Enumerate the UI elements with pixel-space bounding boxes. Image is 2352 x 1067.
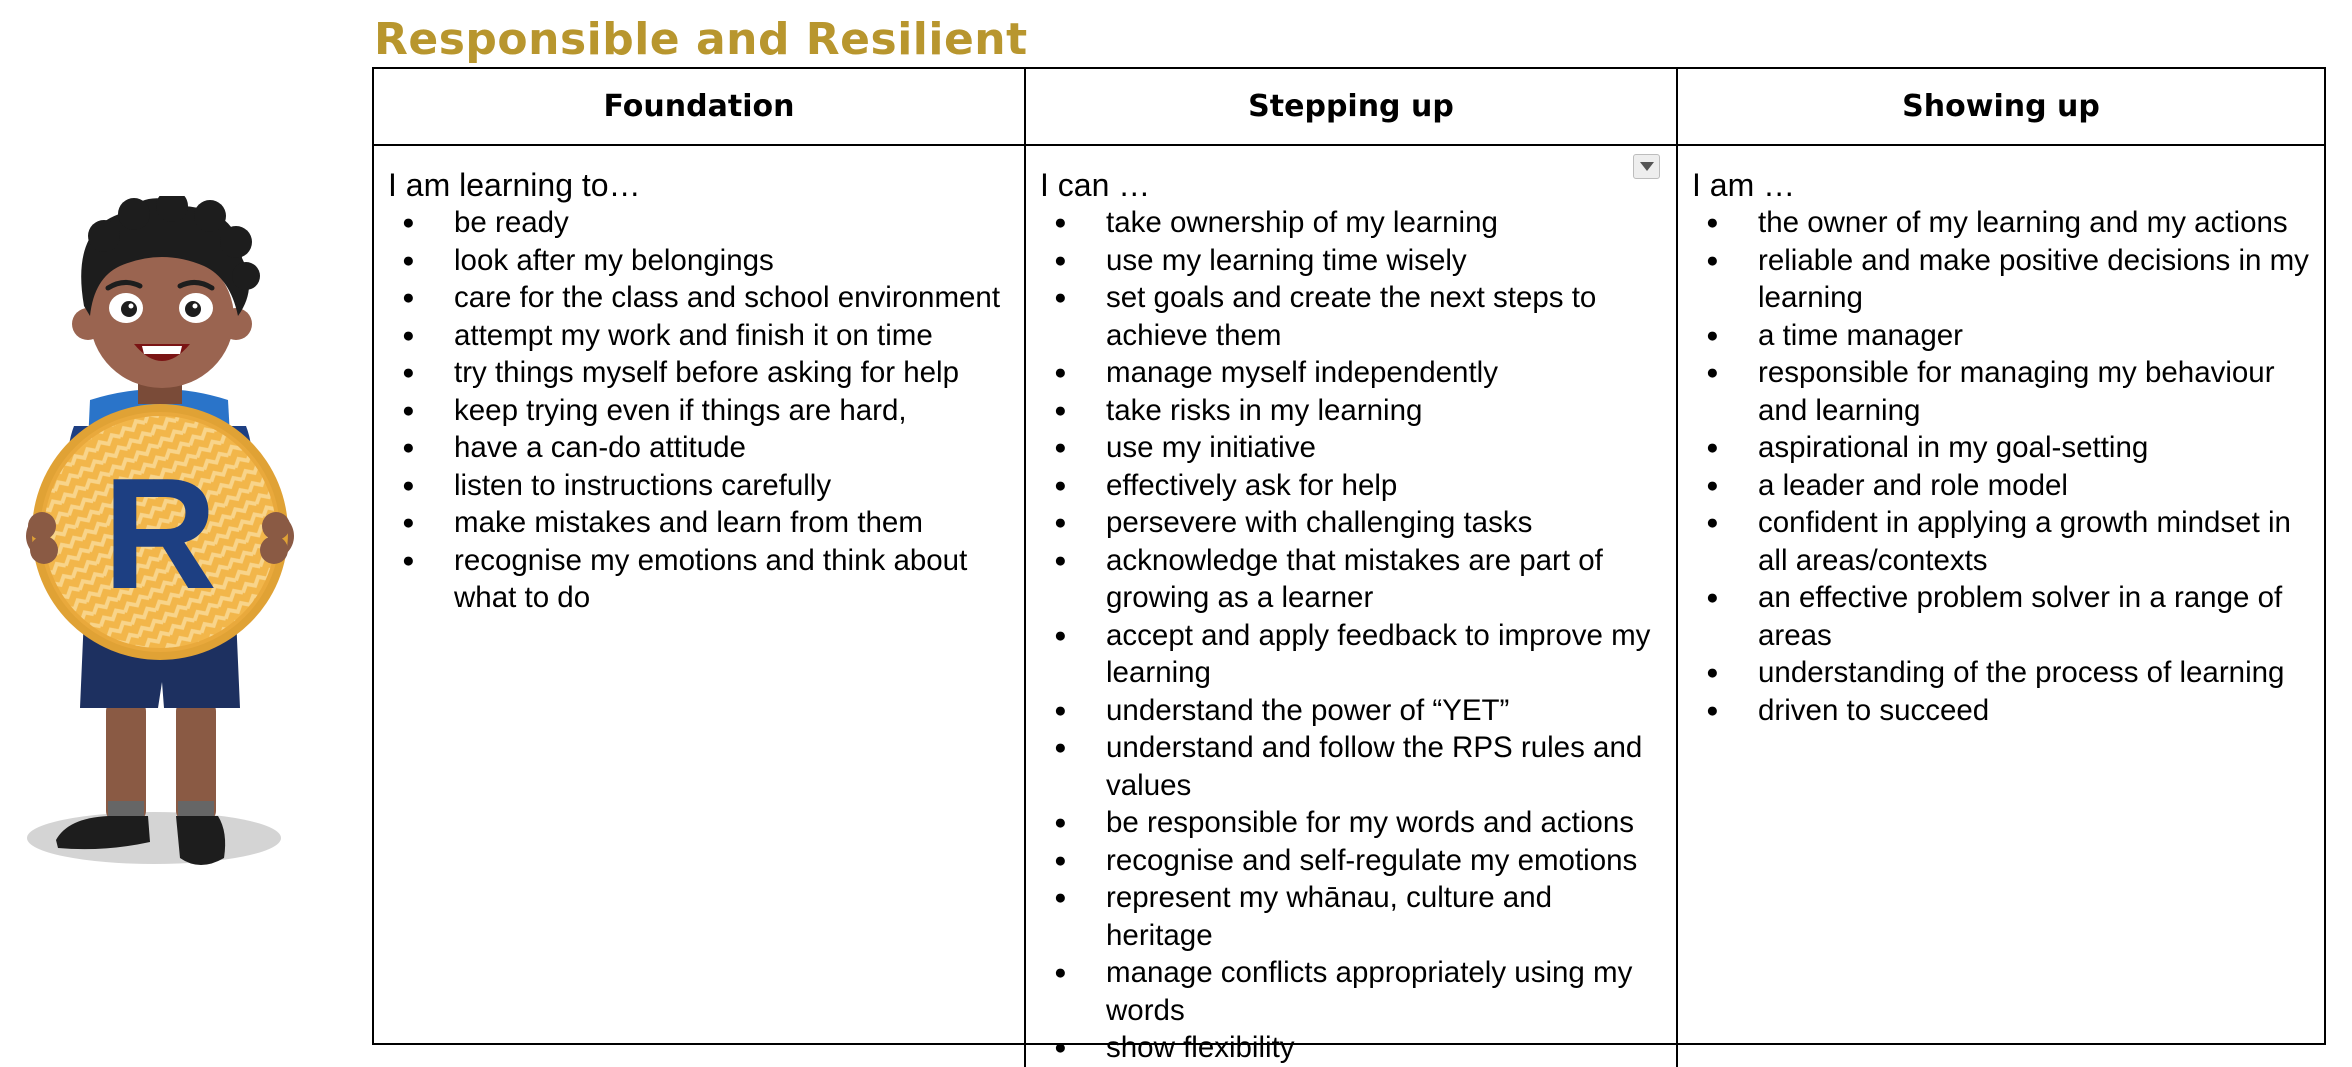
list-item: ● use my learning time wisely: [1040, 242, 1662, 280]
cell-dropdown-button[interactable]: [1633, 154, 1660, 179]
list-item: ● make mistakes and learn from them: [388, 504, 1010, 542]
list-item: ● understand and follow the RPS rules and values: [1040, 729, 1662, 804]
expectations-table: [372, 67, 2326, 1064]
mascot-illustration: [14, 196, 304, 886]
list-item: ● listen to instructions carefully: [388, 467, 1010, 505]
foundation-intro: I am learning to…: [388, 167, 641, 203]
list-item: ● confident in applying a growth mindset in all areas/contexts: [1692, 504, 2310, 579]
list-item: ● acknowledge that mistakes are part of growing as a learner: [1040, 542, 1662, 617]
page-title: Responsible and Resilient: [374, 14, 1028, 65]
list-item: ● look after my belongings: [388, 242, 1010, 280]
stepping-up-cell: [1026, 146, 1678, 1067]
list-item: ● persevere with challenging tasks: [1040, 504, 1662, 542]
column-heading-foundation: Foundation: [374, 69, 1026, 146]
list-item: ● manage myself independently: [1040, 354, 1662, 392]
list-item: ● be responsible for my words and actions: [1040, 804, 1662, 842]
list-item: ● try things myself before asking for help: [388, 354, 1010, 392]
caret-down-icon: [1640, 162, 1654, 171]
list-item: ● represent my whānau, culture and heritage: [1040, 879, 1662, 954]
stepping-up-list: [1040, 204, 1662, 1067]
showing-up-cell: [1678, 146, 2324, 1067]
list-item: ● accept and apply feedback to improve my learning: [1040, 617, 1662, 692]
list-item: ● use my initiative: [1040, 429, 1662, 467]
column-heading-stepping-up: Stepping up: [1026, 69, 1678, 146]
list-item: ● manage conflicts appropriately using my words: [1040, 954, 1662, 1029]
list-item: ● driven to succeed: [1692, 692, 2310, 730]
list-item: ● understanding of the process of learning: [1692, 654, 2310, 692]
foundation-list: [388, 204, 1010, 617]
list-item: ● understand the power of “YET”: [1040, 692, 1662, 730]
list-item: ● recognise my emotions and think about what to do: [388, 542, 1010, 617]
list-item: ● care for the class and school environment: [388, 279, 1010, 317]
list-item: ● aspirational in my goal-setting: [1692, 429, 2310, 467]
list-item: ● show flexibility: [1040, 1029, 1662, 1067]
foundation-cell: [374, 146, 1026, 1067]
list-item: ● a time manager: [1692, 317, 2310, 355]
list-item: ● have a can-do attitude: [388, 429, 1010, 467]
column-heading-showing-up: Showing up: [1678, 69, 2324, 146]
list-item: ● reliable and make positive decisions in my learning: [1692, 242, 2310, 317]
list-item: ● an effective problem solver in a range of areas: [1692, 579, 2310, 654]
list-item: ● keep trying even if things are hard,: [388, 392, 1010, 430]
stepping-up-intro: I can …: [1040, 167, 1151, 203]
list-item: ● a leader and role model: [1692, 467, 2310, 505]
list-item: ● effectively ask for help: [1040, 467, 1662, 505]
list-item: ● attempt my work and finish it on time: [388, 317, 1010, 355]
showing-up-list: [1692, 204, 2310, 729]
list-item: ● recognise and self-regulate my emotions: [1040, 842, 1662, 880]
showing-up-intro: I am …: [1692, 167, 1796, 203]
list-item: ● set goals and create the next steps to achieve them: [1040, 279, 1662, 354]
list-item: ● the owner of my learning and my actions: [1692, 204, 2310, 242]
list-item: ● be ready: [388, 204, 1010, 242]
list-item: ● take ownership of my learning: [1040, 204, 1662, 242]
list-item: ● responsible for managing my behaviour and learning: [1692, 354, 2310, 429]
mascot-letter: R: [102, 446, 218, 622]
list-item: ● take risks in my learning: [1040, 392, 1662, 430]
